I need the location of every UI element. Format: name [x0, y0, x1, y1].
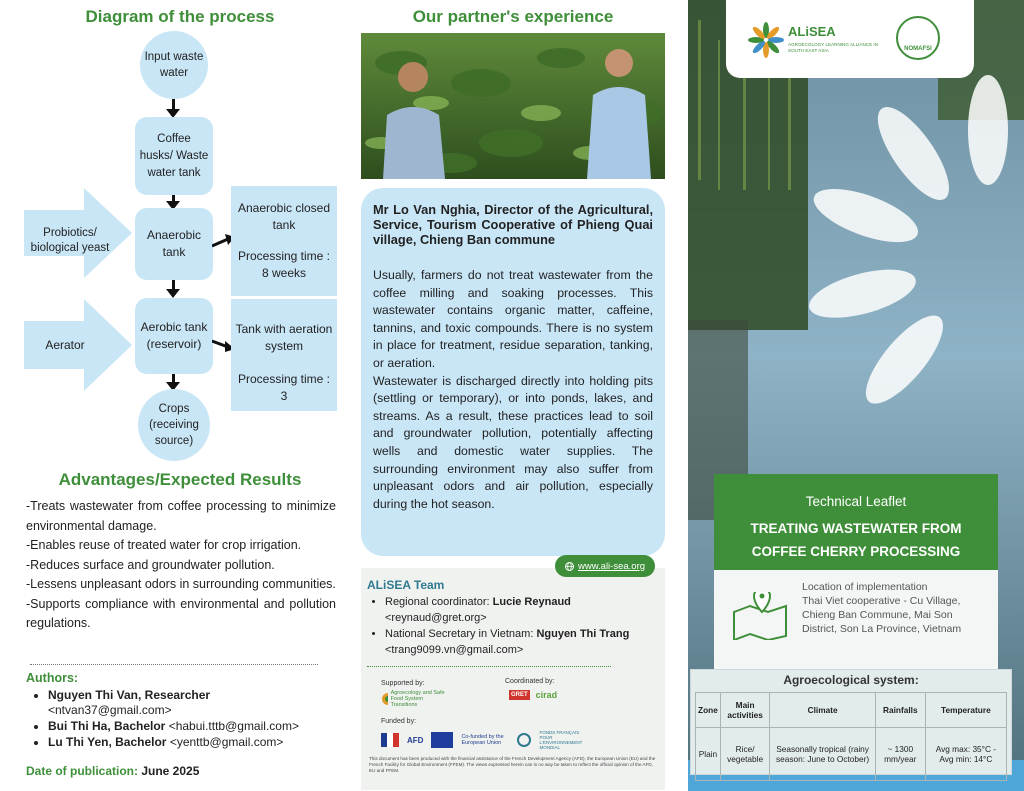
quote-paragraph: Usually, farmers do not treat wastewater from the coffee milling and soaking processes. This wastewater contains organic matter, caffeine, tannins, and toxic compounds. There is no system in place for treatment, residue separation, tanking, or aeration.	[373, 268, 653, 370]
partner-title: Our partner's experience	[412, 7, 614, 26]
quote-paragraph: Wastewater is discharged directly into holding pits (settling or temporary), or into ponds, lakes, and streams. As a result, these practices lead to soil and groundwater pollution, potentially affecting wells and domestic water supplies. The surrounding environment may also suffer from unpleasant odors and air pollution, especially during the hot season.	[373, 373, 653, 511]
advantages-title: Advantages/Expected Results	[58, 470, 302, 489]
supported-by-label: Supported by:	[381, 680, 425, 687]
author-name: Nguyen Thi Van, Researcher	[48, 688, 211, 702]
funded-by-label: Funded by:	[381, 718, 417, 725]
table-header: Main activities	[720, 693, 770, 728]
team-email: <trang9099.vn@gmail.com>	[385, 644, 524, 656]
website-link[interactable]	[555, 555, 655, 577]
team-title: ALiSEA Team	[367, 578, 445, 592]
website-text[interactable]: www.ali-sea.org	[577, 560, 646, 572]
map-pin-icon	[730, 592, 790, 640]
publication-date	[26, 764, 199, 778]
table-header: Rainfalls	[875, 693, 925, 728]
france-flag-icon	[381, 733, 399, 747]
aerator-label: Aerator	[45, 338, 85, 352]
aeration-tank-title: Tank with aeration system	[235, 322, 333, 353]
table-row	[696, 728, 1007, 781]
location-text	[802, 580, 986, 636]
leaflet-title: TREATING WASTEWATER FROM COFFEE CHERRY PROCESSING	[750, 521, 962, 559]
team-member	[385, 626, 665, 658]
team-member	[385, 594, 665, 626]
partner-quote	[361, 188, 665, 556]
aerobic-node: Aerobic tank (reservoir)	[135, 298, 213, 374]
quote-author: Mr Lo Van Nghia, Director of the Agricultural, Service, Tourism Cooperative of Phieng Quai village, Chieng Ban commune	[373, 202, 653, 247]
table-cell: ~ 1300 mm/year	[875, 728, 925, 781]
coordinator-logos: GRET cirad	[511, 690, 558, 700]
advantages-list	[26, 497, 336, 634]
alisea-sub: AGROECOLOGY LEARNING ALLIANCE IN SOUTH EAST ASIA	[788, 42, 879, 53]
advantage-item: -Treats wastewater from coffee processing to minimize environmental damage.	[26, 499, 336, 533]
logo-card	[726, 0, 974, 78]
advantage-item: -Reduces surface and groundwater pollution.	[26, 557, 275, 572]
leaflet-title-box	[714, 474, 998, 570]
table-cell: Seasonally tropical (rainy season: June to October)	[770, 728, 875, 781]
alisea-name: ALiSEA	[788, 24, 836, 39]
table-cell: Rice/ vegetable	[720, 728, 770, 781]
coordinated-by-label: Coordinated by:	[505, 678, 555, 685]
aeration-tank-box	[231, 299, 337, 411]
advantage-item: -Supports compliance with environmental and pollution regulations.	[26, 596, 336, 630]
alisea-logo-icon	[748, 22, 784, 58]
nomafsi-logo: NOMAFSI	[896, 16, 940, 60]
author-item	[48, 719, 346, 734]
author-item	[48, 735, 346, 750]
down-arrow-icon	[166, 289, 180, 298]
author-email: <habui.tttb@gmail.com>	[168, 719, 299, 733]
ffem-logo-icon	[517, 733, 531, 747]
diagram-title: Diagram of the process	[85, 7, 275, 26]
input-node: Input waste water	[140, 31, 208, 99]
probiotics-label: Probiotics/ biological yeast	[30, 227, 110, 254]
author-name: Lu Thi Yen, Bachelor	[48, 735, 167, 749]
supported-logo: Agroecology and Safe Food System Transitions	[381, 690, 445, 708]
divider	[30, 664, 318, 665]
table-header-row	[696, 693, 1007, 728]
author-item	[48, 688, 346, 718]
flower-logo-icon	[381, 692, 388, 706]
team-role: National Secretary in Vietnam:	[385, 628, 534, 640]
globe-icon	[565, 562, 574, 571]
eu-flag-icon	[431, 732, 453, 748]
table-header: Zone	[696, 693, 721, 728]
table-header: Temperature	[925, 693, 1006, 728]
team-name: Nguyen Thi Trang	[536, 628, 630, 640]
team-email: <reynaud@gret.org>	[385, 612, 487, 624]
table-cell: Plain	[696, 728, 721, 781]
leaflet-label: Technical Leaflet	[805, 494, 907, 509]
authors-block	[26, 671, 346, 751]
husks-node: Coffee husks/ Waste water tank	[135, 117, 213, 195]
author-name: Bui Thi Ha, Bachelor	[48, 719, 166, 733]
divider	[367, 666, 611, 667]
table-header: Climate	[770, 693, 875, 728]
location-address: Thai Viet cooperative - Cu Village, Chieng Ban Commune, Mai Son District, Son La Province, Vietnam	[802, 595, 962, 635]
crops-node: Crops (receiving source)	[138, 389, 210, 461]
advantage-item: -Enables reuse of treated water for crop irrigation.	[26, 538, 302, 552]
closed-tank-box	[231, 186, 337, 296]
publication-label: Date of publication:	[26, 764, 138, 778]
location-label: Location of implementation	[802, 581, 928, 593]
publication-value: June 2025	[141, 764, 200, 778]
disclaimer: This document has been produced with the financial assistance of the French Development Agency (AFD), the European Union (EU) and the French Facility for Global Environment (FFEM). The views expressed herein can in no way be taken to reflect the official opinion of the AFD, EU and FFEM.	[369, 756, 656, 773]
anaerobic-node: Anaerobic tank	[135, 208, 213, 280]
agro-table	[695, 692, 1007, 781]
table-cell: Avg max: 35°C - Avg min: 14°C	[925, 728, 1006, 781]
team-panel	[361, 568, 665, 790]
agroecological-table-box	[690, 669, 1012, 775]
aeration-tank-time: Processing time : 3	[237, 372, 331, 403]
closed-tank-time: Processing time : 8 weeks	[237, 249, 331, 280]
agro-title: Agroecological system:	[783, 673, 919, 687]
team-name: Lucie Reynaud	[492, 596, 571, 608]
author-email: <ntvan37@gmail.com>	[48, 703, 172, 717]
location-box	[714, 570, 998, 670]
author-email: <yenttb@gmail.com>	[169, 735, 284, 749]
closed-tank-title: Anaerobic closed tank	[237, 201, 331, 232]
team-role: Regional coordinator:	[385, 596, 490, 608]
partner-photo	[361, 33, 665, 179]
authors-title: Authors:	[26, 671, 79, 685]
funder-logos: AFD Co-funded by the European Union FONDS FRANÇAIS POUR L'ENVIRONNEMENT MONDIAL	[381, 730, 661, 750]
advantage-item: -Lessens unpleasant odors in surrounding communities.	[26, 577, 336, 591]
